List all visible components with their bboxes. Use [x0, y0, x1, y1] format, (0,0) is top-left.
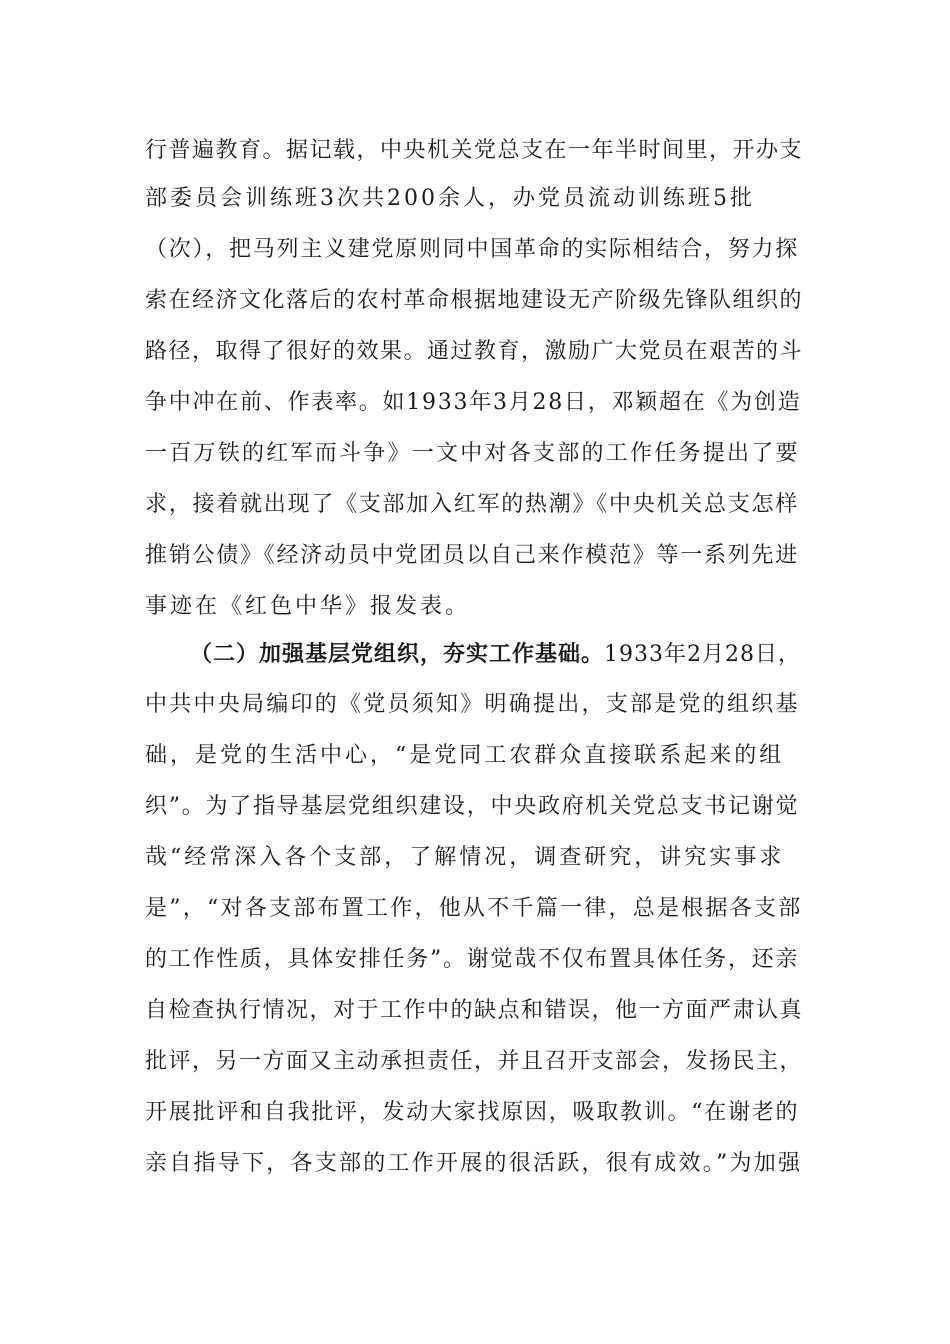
- text-line: 争中冲在前、作表率。如1933年3月28日，邓颖超在《为创造: [145, 390, 802, 415]
- text-line: 一百万铁的红军而斗争》一文中对各支部的工作任务提出了要: [145, 441, 800, 466]
- text-line: 行普遍教育。据记载，中央机关党总支在一年半时间里，开办支: [145, 138, 804, 163]
- text-line: 路径，取得了很好的效果。通过教育，激励广大党员在艰苦的斗: [145, 339, 804, 364]
- text-line: 部委员会训练班3次共200余人，办党员流动训练班5批: [145, 186, 755, 211]
- text-line: 亲自指导下，各支部的工作开展的很活跃，很有成效。”为加强: [145, 1151, 803, 1176]
- text-line: 织”。为了指导基层党组织建设，中央政府机关党总支书记谢觉: [145, 794, 800, 819]
- section-heading-rest: 1933年2月28日，: [604, 642, 801, 667]
- text-line: 求，接着就出现了《支部加入红军的热潮》《中央机关总支怎样: [145, 492, 800, 517]
- text-line: 索在经济文化落后的农村革命根据地建设无产阶级先锋队组织的: [145, 288, 804, 313]
- text-line: 中共中央局编印的《党员须知》明确提出，支部是党的组织基: [145, 692, 800, 717]
- text-line: 是”，“对各支部布置工作，他从不千篇一律，总是根据各支部: [145, 896, 803, 921]
- text-line: 事迹在《红色中华》报发表。: [145, 594, 471, 619]
- text-line: 自检查执行情况，对于工作中的缺点和错误，他一方面严肃认真: [145, 998, 804, 1023]
- section-heading-line: [190, 634, 805, 674]
- text-line: 的工作性质，具体安排任务”。谢觉哉不仅布置具体任务，还亲: [145, 947, 800, 972]
- text-line: 础，是党的生活中心，“是党同工农群众直接联系起来的组: [145, 743, 785, 768]
- text-line: 哉“经常深入各个支部，了解情况，调查研究，讲究实事求: [145, 845, 785, 870]
- text-line: 推销公债》《经济动员中党团员以自己来作模范》等一系列先进: [145, 543, 800, 568]
- text-line: （次），把马列主义建党原则同中国革命的实际相结合，努力探: [145, 237, 800, 262]
- text-line: 批评，另一方面又主动承担责任，并且召开支部会，发扬民主，: [145, 1049, 804, 1074]
- section-heading: （二）加强基层党组织，夯实工作基础。: [190, 641, 605, 667]
- text-line: 开展批评和自我批评，发动大家找原因，吸取教训。“在谢老的: [145, 1100, 800, 1125]
